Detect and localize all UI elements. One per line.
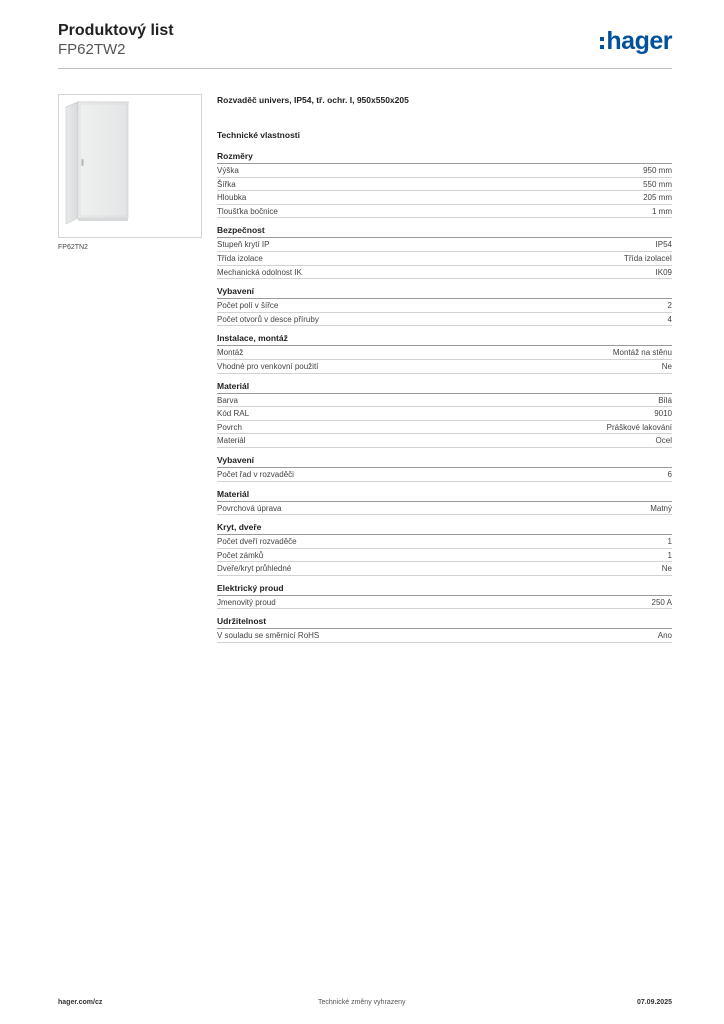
spec-value: 550 mm [643, 179, 672, 189]
product-image [58, 94, 202, 238]
spec-value: 9010 [654, 409, 672, 419]
spec-section [217, 489, 672, 516]
spec-row [217, 299, 672, 313]
spec-label: Dveře/kryt průhledné [217, 564, 292, 574]
footer-website: hager.com/cz [58, 999, 103, 1006]
section-title: Instalace, montáž [217, 333, 672, 346]
spec-value: Ano [657, 631, 672, 641]
spec-value: 4 [667, 314, 672, 324]
product-specs [217, 95, 672, 643]
spec-label: Šířka [217, 179, 236, 189]
spec-value: Ne [661, 564, 672, 574]
section-title: Materiál [217, 489, 672, 502]
spec-label: V souladu se směrnicí RoHS [217, 631, 320, 641]
page-title: Produktový list [58, 22, 174, 39]
spec-label: Barva [217, 395, 238, 405]
section-title: Elektrický proud [217, 583, 672, 596]
footer-notice: Technické změny vyhrazeny [318, 999, 406, 1006]
product-name: Rozvaděč univers, IP54, tř. ochr. I, 950x550x205 [217, 95, 409, 105]
spec-value: IP54 [655, 240, 672, 250]
spec-row [217, 502, 672, 516]
section-title: Kryt, dveře [217, 522, 672, 535]
spec-section [217, 583, 672, 610]
spec-row [217, 596, 672, 610]
logo-colon-icon [600, 37, 604, 49]
spec-value: Ocel [655, 436, 672, 446]
spec-row [217, 252, 672, 266]
spec-row [217, 629, 672, 643]
spec-label: Kód RAL [217, 409, 250, 419]
header-divider [58, 68, 672, 69]
spec-value: Montáž na stěnu [612, 348, 672, 358]
spec-section [217, 286, 672, 326]
spec-row [217, 394, 672, 408]
spec-row [217, 549, 672, 563]
spec-value: 205 mm [643, 193, 672, 203]
section-title: Bezpečnost [217, 225, 672, 238]
spec-section [217, 455, 672, 482]
section-title: Udržitelnost [217, 616, 672, 629]
product-code: FP62TW2 [58, 41, 126, 58]
spec-label: Třída izolace [217, 253, 263, 263]
spec-value: 950 mm [643, 166, 672, 175]
spec-row [217, 421, 672, 435]
spec-label: Povrch [217, 422, 242, 432]
cabinet-illustration [64, 101, 129, 225]
spec-row [217, 178, 672, 192]
spec-value: Práškové lakování [606, 422, 672, 432]
spec-label: Počet zámků [217, 550, 264, 560]
footer-date: 07.09.2025 [636, 999, 672, 1006]
spec-label: Jmenovitý proud [217, 597, 276, 607]
section-title: Vybavení [217, 455, 672, 468]
spec-section [217, 381, 672, 448]
section-title: Materiál [217, 381, 672, 394]
spec-label: Stupeň krytí IP [217, 240, 270, 250]
spec-row [217, 191, 672, 205]
spec-row [217, 407, 672, 421]
spec-row [217, 562, 672, 576]
spec-row [217, 266, 672, 280]
spec-label: Hloubka [217, 193, 247, 203]
spec-row [217, 313, 672, 327]
spec-label: Počet otvorů v desce příruby [217, 314, 319, 324]
header [58, 22, 174, 59]
spec-label: Počet polí v šířce [217, 301, 279, 311]
spec-row [217, 535, 672, 549]
spec-label: Montáž [217, 348, 244, 358]
spec-value: 1 [667, 550, 672, 560]
image-caption: FP62TN2 [58, 244, 88, 251]
spec-value: 2 [667, 301, 672, 311]
spec-label: Materiál [217, 436, 246, 446]
spec-row [217, 346, 672, 360]
spec-value: Bílá [658, 395, 672, 405]
spec-row [217, 434, 672, 448]
spec-row [217, 360, 672, 374]
spec-label: Počet řad v rozvaděči [217, 469, 294, 479]
spec-value: 1 [667, 537, 672, 547]
spec-section [217, 522, 672, 576]
spec-section [217, 333, 672, 373]
spec-value: Matný [650, 503, 672, 513]
spec-label: Vhodné pro venkovní použití [217, 361, 319, 371]
section-title: Rozměry [217, 151, 672, 164]
spec-label: Počet dveří rozvaděče [217, 537, 297, 547]
spec-row [217, 205, 672, 219]
spec-section [217, 225, 672, 279]
spec-section [217, 151, 672, 218]
technical-properties-heading: Technické vlastnosti [217, 130, 300, 140]
spec-value: 250 A [651, 597, 672, 607]
spec-row [217, 468, 672, 482]
hager-logo [600, 26, 672, 56]
spec-label: Mechanická odolnost IK [217, 267, 302, 277]
section-title: Vybavení [217, 286, 672, 299]
spec-sections [217, 151, 672, 643]
spec-label: Povrchová úprava [217, 503, 282, 513]
logo-wordmark: hager [606, 27, 672, 55]
spec-row [217, 164, 672, 178]
spec-value: Ne [661, 361, 672, 371]
spec-label: Výška [217, 166, 239, 175]
spec-value: 1 mm [652, 206, 672, 216]
spec-value: IK09 [655, 267, 672, 277]
spec-row [217, 238, 672, 252]
spec-value: Třída izolaceI [623, 253, 672, 263]
spec-value: 6 [667, 469, 672, 479]
spec-section [217, 616, 672, 643]
spec-label: Tloušťka bočnice [217, 206, 278, 216]
